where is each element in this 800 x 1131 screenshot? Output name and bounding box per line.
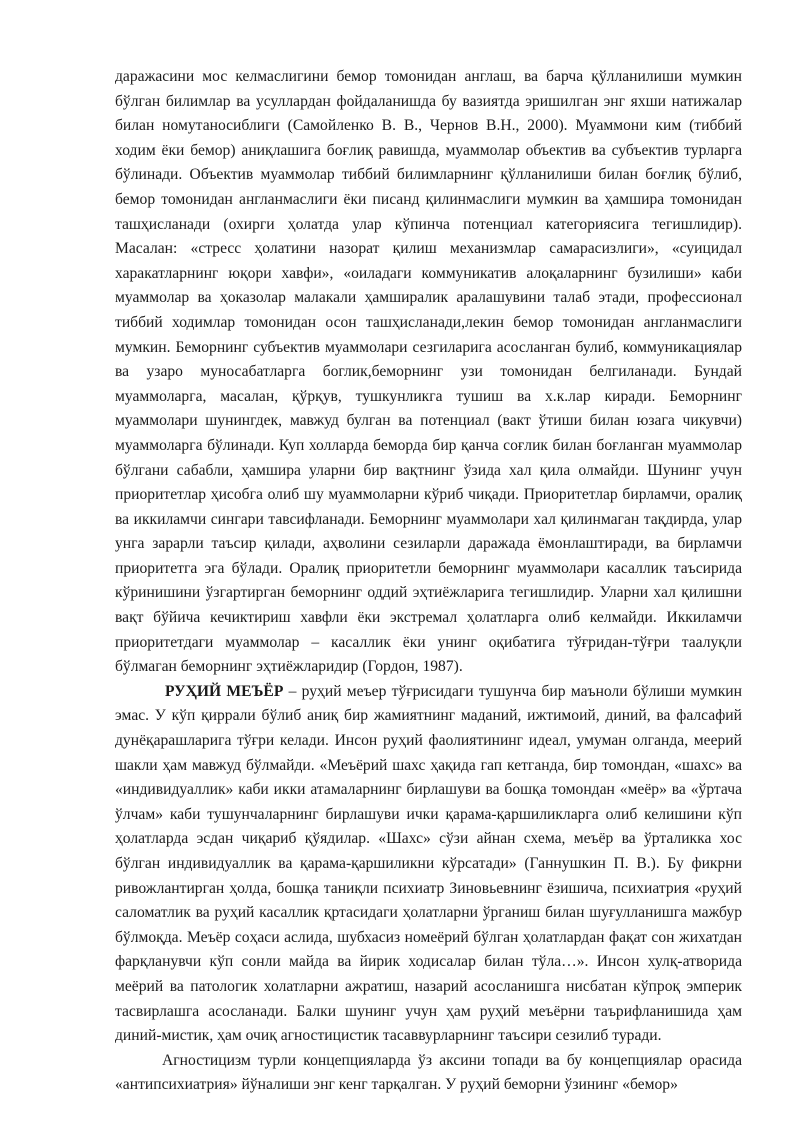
body-paragraph: даражасини мос келмаслигини бемор томонидан англаш, ва барча қўлланилиши мумкин бўлган билимлар ва усуллардан фойдаланишда бу вазиятда эришилган энг яхши натижалар билан номутаносиблиги (Самойленко В. В., Чернов В.Н., 2000). Муаммони ким (тиббий ходим ёки бемор) аниқлашига боғлиқ равишда, муаммолар объектив ва субъектив турларга бўлинади. Объектив муаммолар тиббий билимларнинг қўлланилиши билан боғлиқ бўлиб, бемор томонидан англанмаслиги ёки писанд қилинмаслиги мумкин ва ҳамшира томонидан ташҳисланади (охирги ҳолатда улар кўпинча потенциал категориясига тегишлидир). Масалан: «стресс ҳолатини назорат қилиш механизмлар самарасизлиги», «суицидал харакатларнинг юқори хавфи», «оиладаги коммуникатив алоқаларнинг бузилиши» каби муаммолар ва ҳоказолар малакали ҳамширалик аралашувини талаб этади, профессионал тиббий ходимлар томонидан осон ташҳисланади,лекин бемор томонидан англанмаслиги мумкин. Беморнинг субъектив муаммолари сезгиларига асосланган булиб, коммуникациялар ва узаро муносабатларга боглик,беморнинг узи томонидан белгиланади. Бундай муаммоларга, масалан, қўрқув, тушкунликга тушиш ва х.к.лар киради. Беморнинг муаммолари шунингдек, мавжуд булган ва потенциал (вакт ўтиши билан юзага чикувчи) муаммоларга бўлинади. Куп холларда беморда бир қанча соғлик билан боғланган муаммолар бўлгани сабабли, ҳамшира уларни бир вақтнинг ўзида хал қила олмайди. Шунинг учун приоритетлар ҳисобга олиб шу муаммоларни кўриб чиқади. Приоритетлар бирламчи, оралиқ ва иккиламчи сингари тавсифланади. Беморнинг муаммолари хал қилинмаган тақдирда, улар унга зарарли таъсир қилади, аҳволини сезиларли даражада ёмонлаштиради, ва бирламчи приоритетга эга бўлади. Оралиқ приоритетли беморнинг муаммолари касаллик таъсирида кўринишини ўзгартирган беморнинг оддий эҳтиёжларига тегишлидир. Уларни хал қилишни вақт бўйича кечиктириш хавфли ёки экстремал ҳолатларга олиб келмайди. Иккиламчи приоритетдаги муаммолар – касаллик ёки унинг оқибатига тўғридан-тўғри таалуқли бўлмаган беморнинг эҳтиёжларидир (Гордон, 1987). — [115, 68, 742, 676]
body-paragraph: Агностицизм турли концепцияларда ўз аксини топади ва бу концепциялар орасида «антипсихиатрия» йўналиши энг кенг тарқалган. У руҳий беморни ўзининг «бемор» — [115, 1051, 742, 1094]
definition-text: – руҳий меъер тўғрисидаги тушунча бир маъноли бўлиши мумкин эмас. У кўп қиррали бўлиб аниқ бир жамиятнинг маданий, ижтимоий, диний, ва фалсафий дунёқарашларига тўғри келади. Инсон руҳий фаолиятининг идеал, умуман олганда, меерий шакли ҳам мавжуд бўлмайди. «Меъёрий шахс ҳақида гап кетганда, бир томондан, «шахс» ва «индивидуаллик» каби икки атамаларнинг бирлашуви ва бошқа томондан «меёр» ва «ўртача ўлчам» каби тушунчаларнинг бирлашуви ички қарама-қаршиликларга олиб келишини кўп ҳолатларда эсдан чиқариб қўядилар. «Шахс» сўзи айнан схема, меъёр ва ўрталикка хос бўлган индивидуаллик ва қарама-қаршиликни кўрсатади» (Ганнушкин П. В.). Бу фикрни ривожлантирган ҳолда, бошқа таниқли психиатр Зиновьевнинг ёзишича, психиатрия «руҳий саломатлик ва руҳий касаллик қртасидаги ҳолатларни ўрганиш билан шуғулланишга мажбур бўлмоқда. Меъёр соҳаси аслида, шубхасиз номеёрий бўлган ҳолатлардан фақат сон жихатдан фарқланувчи кўп сонли майда ва йирик ходисалар билан тўла…». Инсон хулқ-атворида меёрий ва патологик холатларни ажратиш, назарий асосланишга нисбатан кўпроқ эмперик тасвирлашга асосланади. Балки шунинг учун ҳам руҳий меъёрни таърифланишида ҳам диний-мистик, ҳам очиқ агностицистик тасаввурларнинг таъсири сезилиб туради. — [115, 682, 742, 1045]
defined-term: РУҲИЙ МЕЪЁР — [165, 682, 284, 700]
body-paragraph-ruhiy-meyor — [115, 680, 742, 1049]
document-page — [115, 65, 742, 1098]
